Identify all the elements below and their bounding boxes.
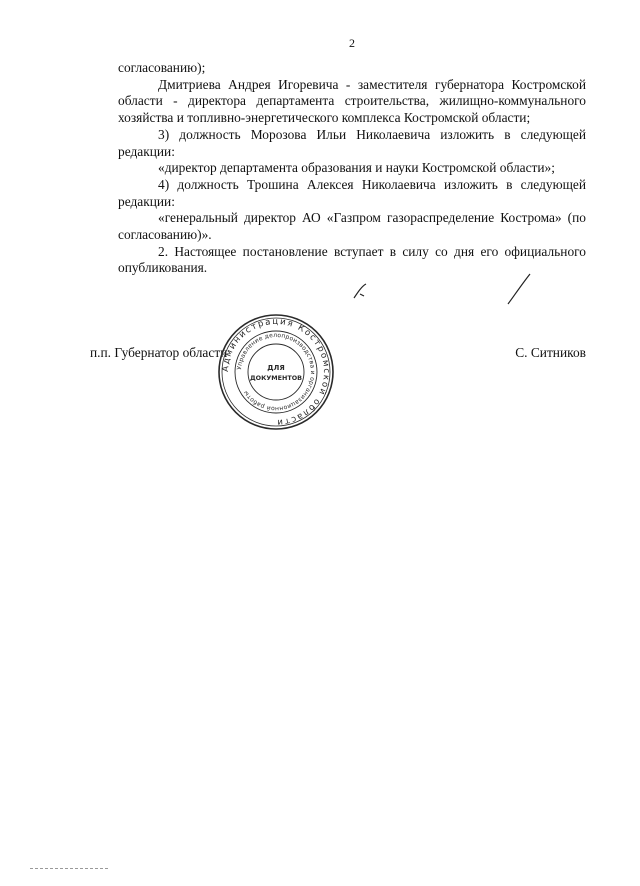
seal-graphic [216, 312, 336, 432]
paragraph-morozov-position: «директор департамента образования и науки Костромской области»; [158, 160, 555, 176]
page-number: 2 [349, 36, 355, 50]
paragraph-troshin-position: «генеральный директор АО «Газпром газораспределение Кострома» (по согласованию)». [118, 210, 586, 243]
signature-mark-small [350, 282, 380, 300]
signature-block [90, 345, 586, 365]
svg-text:Управление делопроизводства и: Управление делопроизводства и организационной работы [236, 331, 317, 413]
signature-mark-stroke [506, 272, 532, 306]
official-seal-stamp [216, 312, 336, 432]
svg-text:Администрация Костромской обла: Администрация Костромской области [220, 316, 332, 428]
paragraph-item-4: 4) должность Трошина Алексея Николаевича изложить в следующей редакции: [118, 176, 586, 209]
footer-divider [30, 868, 108, 869]
paragraph-dmitriev: Дмитриева Андрея Игоревича - заместителя губернатора Костромской области - директора департамента строительства, жилищно-коммунального хозяйства и топливно-энергетического комплекса Костромской области; [118, 76, 586, 126]
svg-text:ДЛЯ: ДЛЯ [267, 364, 285, 372]
signatory-title: п.п. Губернатор области [90, 345, 228, 360]
paragraph-item-3: 3) должность Морозова Ильи Николаевича изложить в следующей редакции: [118, 126, 586, 159]
document-body [118, 60, 586, 277]
signatory-name: С. Ситников [515, 345, 586, 360]
svg-text:ДОКУМЕНТОВ: ДОКУМЕНТОВ [249, 374, 303, 382]
paragraph-continuation: согласованию); [118, 60, 206, 75]
paragraph-effective-date: 2. Настоящее постановление вступает в силу со дня его официального опубликования. [118, 243, 586, 276]
